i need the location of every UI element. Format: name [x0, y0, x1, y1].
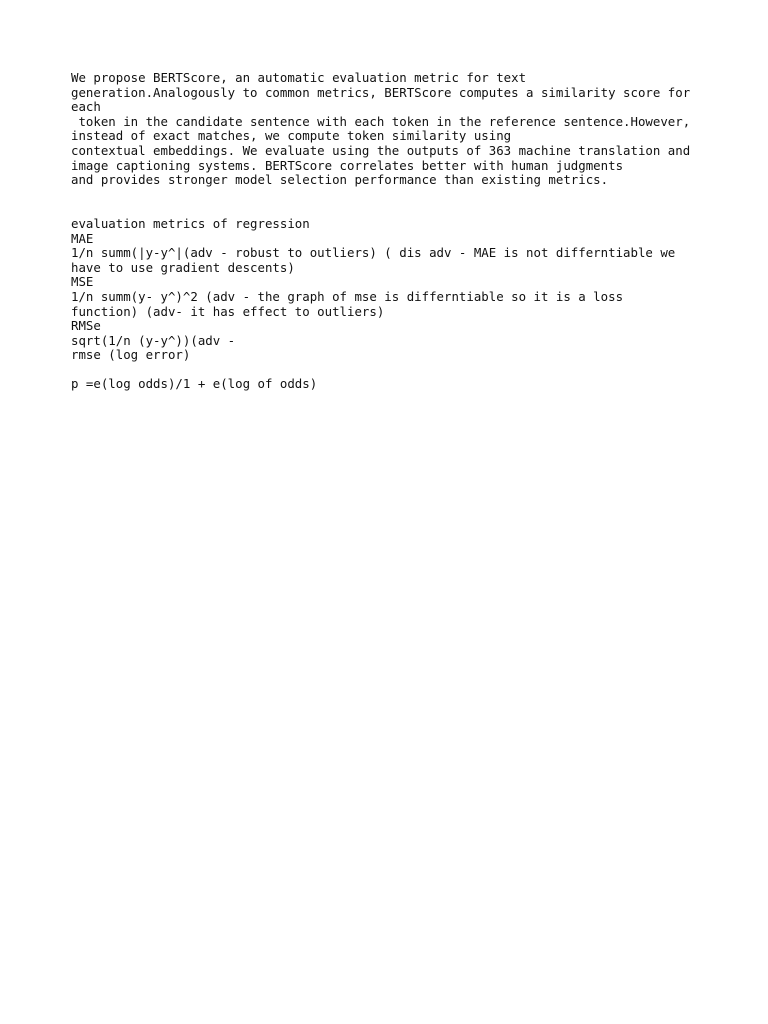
text-line: sqrt(1/n (y-y^))(adv - [71, 332, 236, 348]
blank-line [71, 188, 711, 203]
logistic-formula: p =e(log odds)/1 + e(log of odds) [71, 376, 318, 392]
text-line: MSE [71, 274, 94, 290]
bertscore-paragraph [71, 71, 711, 188]
text-line: function) (adv- it has effect to outliers) [71, 303, 385, 319]
text-line: generation.Analogously to common metrics, BERTScore computes a similarity score for [71, 84, 691, 100]
text-line: contextual embeddings. We evaluate using the outputs of 363 machine translation and [71, 142, 691, 158]
notes-heading: evaluation metrics of regression [71, 215, 310, 231]
text-line: We propose BERTScore, an automatic evaluation metric for text [71, 70, 527, 85]
text-line: rmse (log error) [71, 347, 191, 363]
text-line: instead of exact matches, we compute token similarity using [71, 128, 512, 144]
text-line: 1/n summ(y- y^)^2 (adv - the graph of mse is differntiable so it is a loss [71, 288, 624, 304]
text-line: token in the candidate sentence with each token in the reference sentence.However, [71, 113, 691, 129]
blank-line [71, 363, 711, 378]
text-line: each [71, 99, 101, 115]
text-line: have to use gradient descents) [71, 259, 295, 275]
text-line: image captioning systems. BERTScore correlates better with human judgments [71, 157, 624, 173]
blank-line [71, 202, 711, 217]
text-line: RMSe [71, 318, 101, 334]
text-line: MAE [71, 230, 94, 246]
text-line: 1/n summ(|y-y^|(adv - robust to outliers) ( dis adv - MAE is not differntiable we [71, 245, 676, 261]
document-page[interactable] [71, 71, 711, 392]
text-line: and provides stronger model selection performance than existing metrics. [71, 172, 609, 188]
regression-notes [71, 217, 711, 363]
